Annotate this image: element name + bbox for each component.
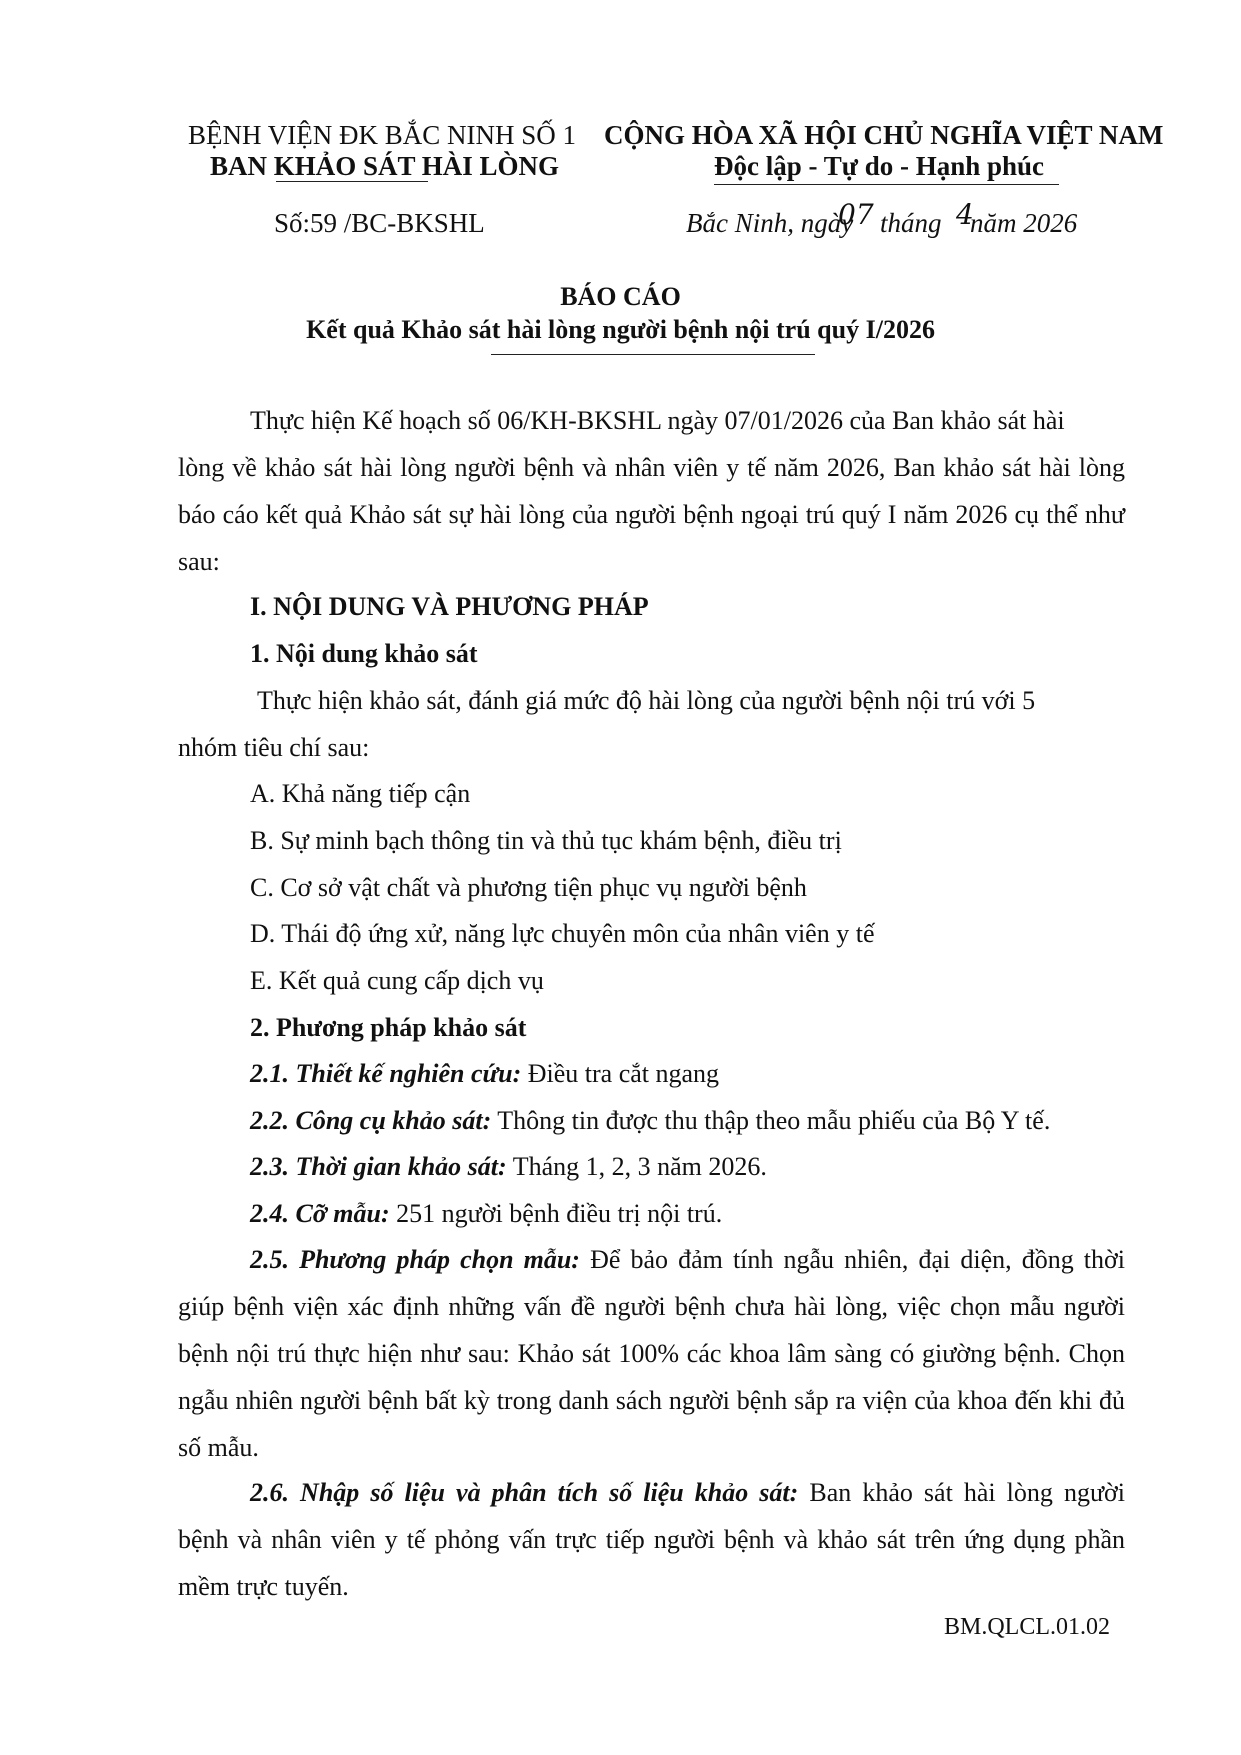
method-2-6-label: 2.6. Nhập số liệu và phân tích số liệu khảo sát: [250, 1478, 799, 1507]
title-underline [491, 354, 815, 355]
criteria-item-b: B. Sự minh bạch thông tin và thủ tục khám bệnh, điều trị [250, 826, 842, 855]
document-number: Số:59 /BC-BKSHL [274, 208, 485, 238]
date-day-handwritten: 07 [838, 198, 874, 231]
method-2-1 [250, 1050, 719, 1097]
criteria-item-c: C. Cơ sở vật chất và phương tiện phục vụ người bệnh [250, 873, 807, 902]
method-2-2 [250, 1097, 1050, 1144]
criteria-item-e: E. Kết quả cung cấp dịch vụ [250, 966, 544, 995]
method-2-5-label: 2.5. Phương pháp chọn mẫu: [250, 1245, 580, 1274]
method-2-2-text: Thông tin được thu thập theo mẫu phiếu của Bộ Y tế. [497, 1106, 1051, 1135]
subsection-1-text-line2: nhóm tiêu chí sau: [178, 733, 370, 762]
subsection-1-text-line1: Thực hiện khảo sát, đánh giá mức độ hài lòng của người bệnh nội trú với 5 [257, 686, 1036, 715]
section-1-heading: I. NỘI DUNG VÀ PHƯƠNG PHÁP [250, 592, 649, 621]
method-2-3-label: 2.3. Thời gian khảo sát: [250, 1152, 507, 1181]
method-2-2-label: 2.2. Công cụ khảo sát: [250, 1106, 492, 1135]
method-2-5-first-line [250, 1236, 1125, 1283]
org-underline [276, 181, 428, 182]
intro-first-line: Thực hiện Kế hoạch số 06/KH-BKSHL ngày 07/01/2026 của Ban khảo sát hài [250, 406, 1065, 435]
org-name: BỆNH VIỆN ĐK BẮC NINH SỐ 1 [188, 120, 577, 150]
method-2-6-text-line1: Ban khảo sát hài lòng người [809, 1478, 1126, 1507]
nation-motto: Độc lập - Tự do - Hạnh phúc [714, 151, 1045, 181]
criteria-item-d: D. Thái độ ứng xử, năng lực chuyên môn của nhân viên y tế [250, 919, 875, 948]
date-prefix: Bắc Ninh, ngày [686, 208, 854, 238]
intro-paragraph: lòng về khảo sát hài lòng người bệnh và nhân viên y tế năm 2026, Ban khảo sát hài lòng báo cáo kết quả Khảo sát sự hài lòng của người bệnh ngoại trú quý I năm 2026 cụ thể như sau: [178, 453, 1125, 576]
criteria-item-a: A. Khả năng tiếp cận [250, 779, 471, 808]
date-month-label: tháng [880, 208, 942, 238]
method-2-1-text: Điều tra cắt ngang [527, 1059, 720, 1088]
motto-underline [714, 184, 1059, 185]
method-2-4 [250, 1190, 722, 1237]
method-2-4-label: 2.4. Cỡ mẫu: [250, 1199, 390, 1228]
nation-name: CỘNG HÒA XÃ HỘI CHỦ NGHĨA VIỆT NAM [604, 120, 1164, 150]
report-title: BÁO CÁO [560, 282, 681, 311]
report-subtitle: Kết quả Khảo sát hài lòng người bệnh nội trú quý I/2026 [306, 315, 935, 344]
date-month-handwritten: 4 [956, 198, 974, 231]
subsection-1-heading: 1. Nội dung khảo sát [250, 639, 478, 668]
method-2-1-label: 2.1. Thiết kế nghiên cứu: [250, 1059, 522, 1088]
method-2-3-text: Tháng 1, 2, 3 năm 2026. [512, 1152, 767, 1181]
org-department: BAN KHẢO SÁT HÀI LÒNG [210, 151, 560, 181]
method-2-4-text: 251 người bệnh điều trị nội trú. [396, 1199, 723, 1228]
method-2-6-paragraph: bệnh và nhân viên y tế phỏng vấn trực tiếp người bệnh và khảo sát trên ứng dụng phần mềm trực tuyến. [178, 1525, 1125, 1601]
method-2-5-paragraph: giúp bệnh viện xác định những vấn đề người bệnh chưa hài lòng, việc chọn mẫu người bệnh nội trú thực hiện như sau: Khảo sát 100% các khoa lâm sàng có giường bệnh. Chọn ngẫu nhiên người bệnh bất kỳ trong danh sách người bệnh sắp ra viện của khoa đến khi đủ số mẫu. [178, 1292, 1125, 1462]
date-year: năm 2026 [970, 208, 1078, 238]
method-2-6-first-line [250, 1469, 1125, 1516]
subsection-2-heading: 2. Phương pháp khảo sát [250, 1013, 527, 1042]
method-2-3 [250, 1143, 767, 1190]
method-2-5-text-line1: Để bảo đảm tính ngẫu nhiên, đại diện, đồng thời [590, 1245, 1125, 1274]
form-code: BM.QLCL.01.02 [944, 1614, 1111, 1640]
